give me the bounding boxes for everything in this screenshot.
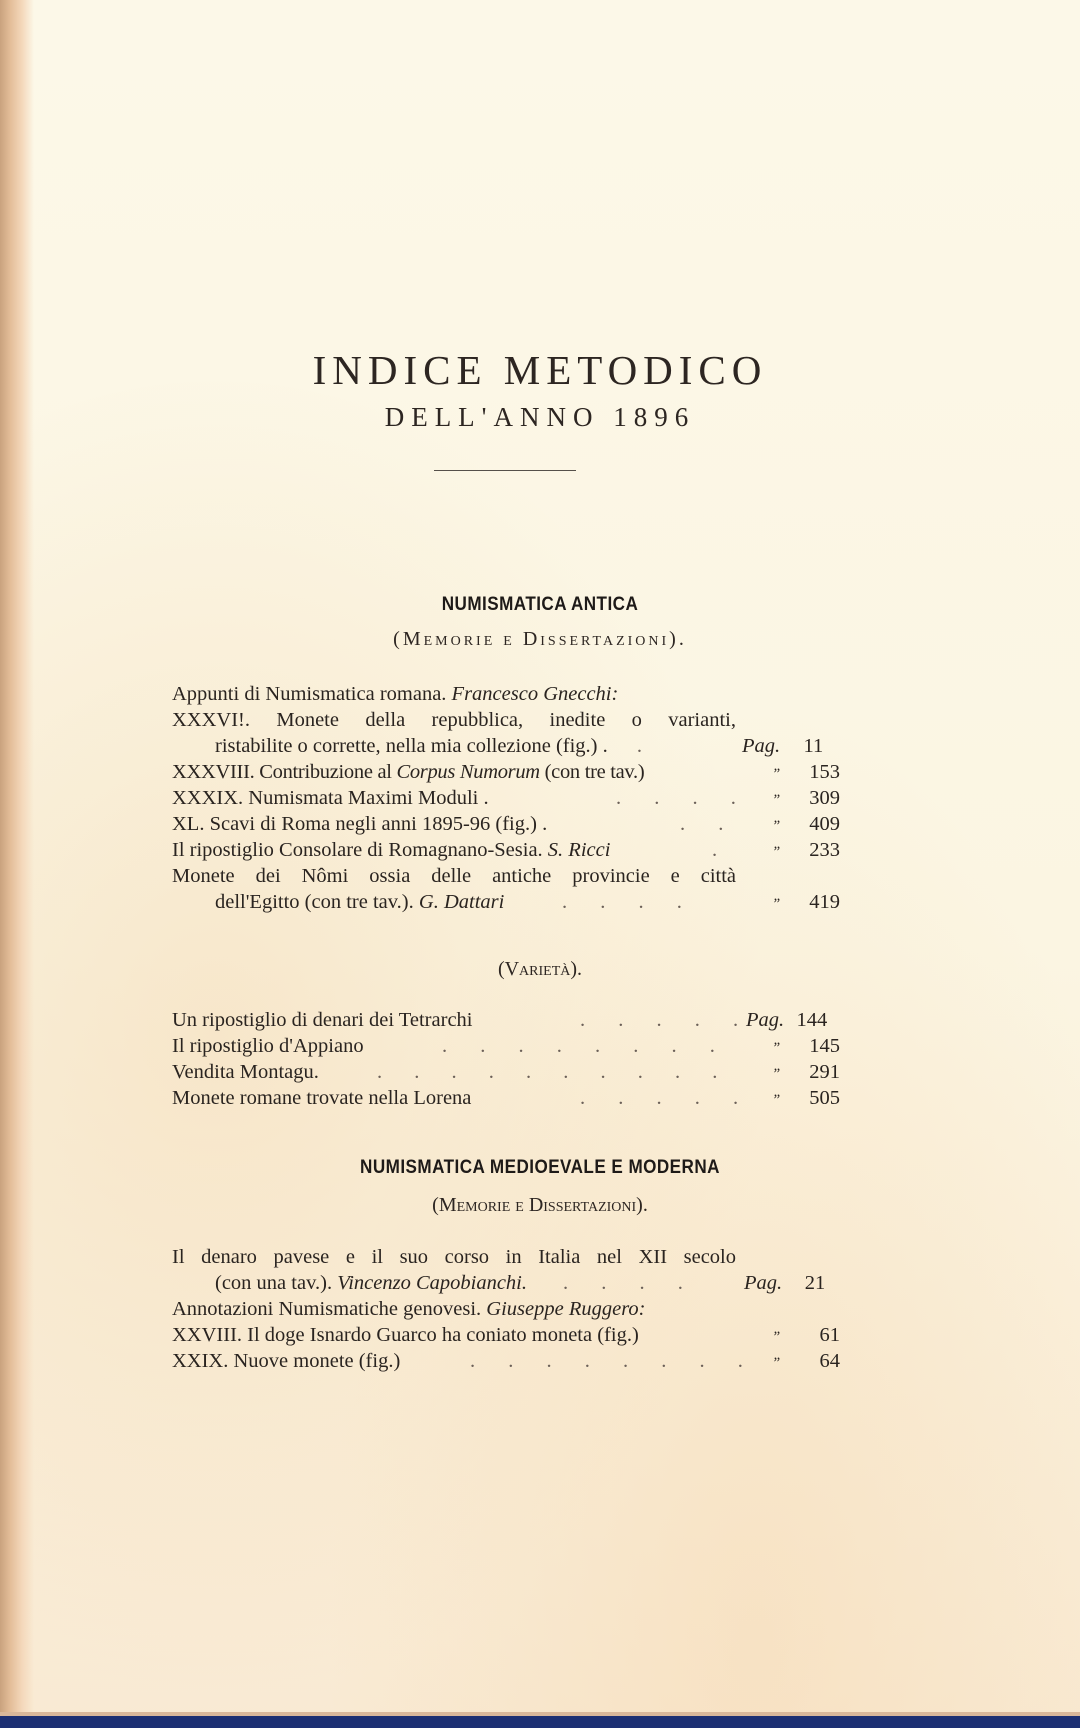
- index-entry: Un ripostiglio di denari dei Tetrarchi . . . . .: [172, 1009, 740, 1031]
- page-reference: Pag. 144: [746, 1009, 828, 1031]
- index-entry: dell'Egitto (con tre tav.). G. Dattari . . . .: [215, 891, 683, 913]
- index-entry: Il ripostiglio Consolare di Romagnano-Sesia. S. Ricci .: [172, 839, 719, 861]
- index-entry: Monete romane trovate nella Lorena . . . . .: [172, 1087, 740, 1109]
- page-reference: ” 309: [771, 787, 840, 809]
- index-entry: XXXVIII. Contribuzione al Corpus Numorum (con tre tav.): [172, 761, 645, 783]
- page-reference: ” 291: [771, 1061, 840, 1083]
- page-reference: ” 233: [771, 839, 840, 861]
- page-reference: Pag. 21: [744, 1272, 826, 1294]
- index-entry: Il ripostiglio d'Appiano . . . . . . . .: [172, 1035, 716, 1057]
- index-entry: Annotazioni Numismatiche genovesi. Giuseppe Ruggero:: [172, 1298, 646, 1320]
- book-cover-strip: [0, 1716, 1080, 1728]
- page-reference: ” 153: [771, 761, 840, 783]
- section-heading-antica: NUMISMATICA ANTICA: [441, 594, 639, 615]
- page-reference: ” 505: [771, 1087, 840, 1109]
- section-heading-medioevale: NUMISMATICA MEDIOEVALE E MODERNA: [360, 1157, 720, 1178]
- index-entry: XXVIII. Il doge Isnardo Guarco ha coniato moneta (fig.): [172, 1324, 639, 1346]
- author-name: Vincenzo Capobianchi.: [337, 1272, 527, 1294]
- index-entry: XXXIX. Numismata Maximi Moduli . . . . .: [172, 787, 737, 809]
- author-name: S. Ricci: [547, 839, 611, 861]
- section-subheading-varieta: (Varietà).: [497, 958, 583, 980]
- index-entry: XXIX. Nuove monete (fig.) . . . . . . . .: [172, 1350, 744, 1372]
- index-entry: Vendita Montagu. . . . . . . . . . .: [172, 1061, 719, 1083]
- page-reference: ” 409: [771, 813, 840, 835]
- index-entry: XXXVI!. Monete della repubblica, inedite o varianti,: [172, 709, 736, 731]
- page-title: INDICE METODICO: [312, 347, 768, 393]
- title-divider: [434, 470, 576, 471]
- author-name: Francesco Gnecchi:: [451, 683, 619, 705]
- index-entry: Appunti di Numismatica romana. Francesco Gnecchi:: [172, 683, 619, 705]
- page-reference: ” 145: [771, 1035, 840, 1057]
- section-subheading-memorie: (Memorie e Dissertazioni).: [432, 1194, 648, 1216]
- page-reference: ” 64: [771, 1350, 840, 1372]
- page-subtitle: DELL'ANNO 1896: [384, 402, 696, 432]
- index-entry: (con una tav.). Vincenzo Capobianchi. . . . .: [215, 1272, 684, 1294]
- author-name: G. Dattari: [418, 891, 505, 913]
- author-name: Giuseppe Ruggero:: [486, 1298, 646, 1320]
- work-title: Corpus Numorum: [396, 761, 540, 783]
- page-reference: ” 419: [771, 891, 840, 913]
- index-entry: XL. Scavi di Roma negli anni 1895-96 (fig.) . . .: [172, 813, 725, 835]
- page-reference: Pag. 11: [742, 735, 824, 757]
- index-entry: Il denaro pavese e il suo corso in Italia nel XII secolo: [172, 1246, 736, 1268]
- index-entry: Monete dei Nômi ossia delle antiche provincie e città: [172, 865, 736, 887]
- index-entry: ristabilite o corrette, nella mia collezione (fig.) . .: [215, 735, 644, 757]
- page-reference: ” 61: [771, 1324, 840, 1346]
- page-spine-shadow: [0, 0, 34, 1728]
- section-subheading-memorie: (Memorie e Dissertazioni).: [393, 628, 687, 650]
